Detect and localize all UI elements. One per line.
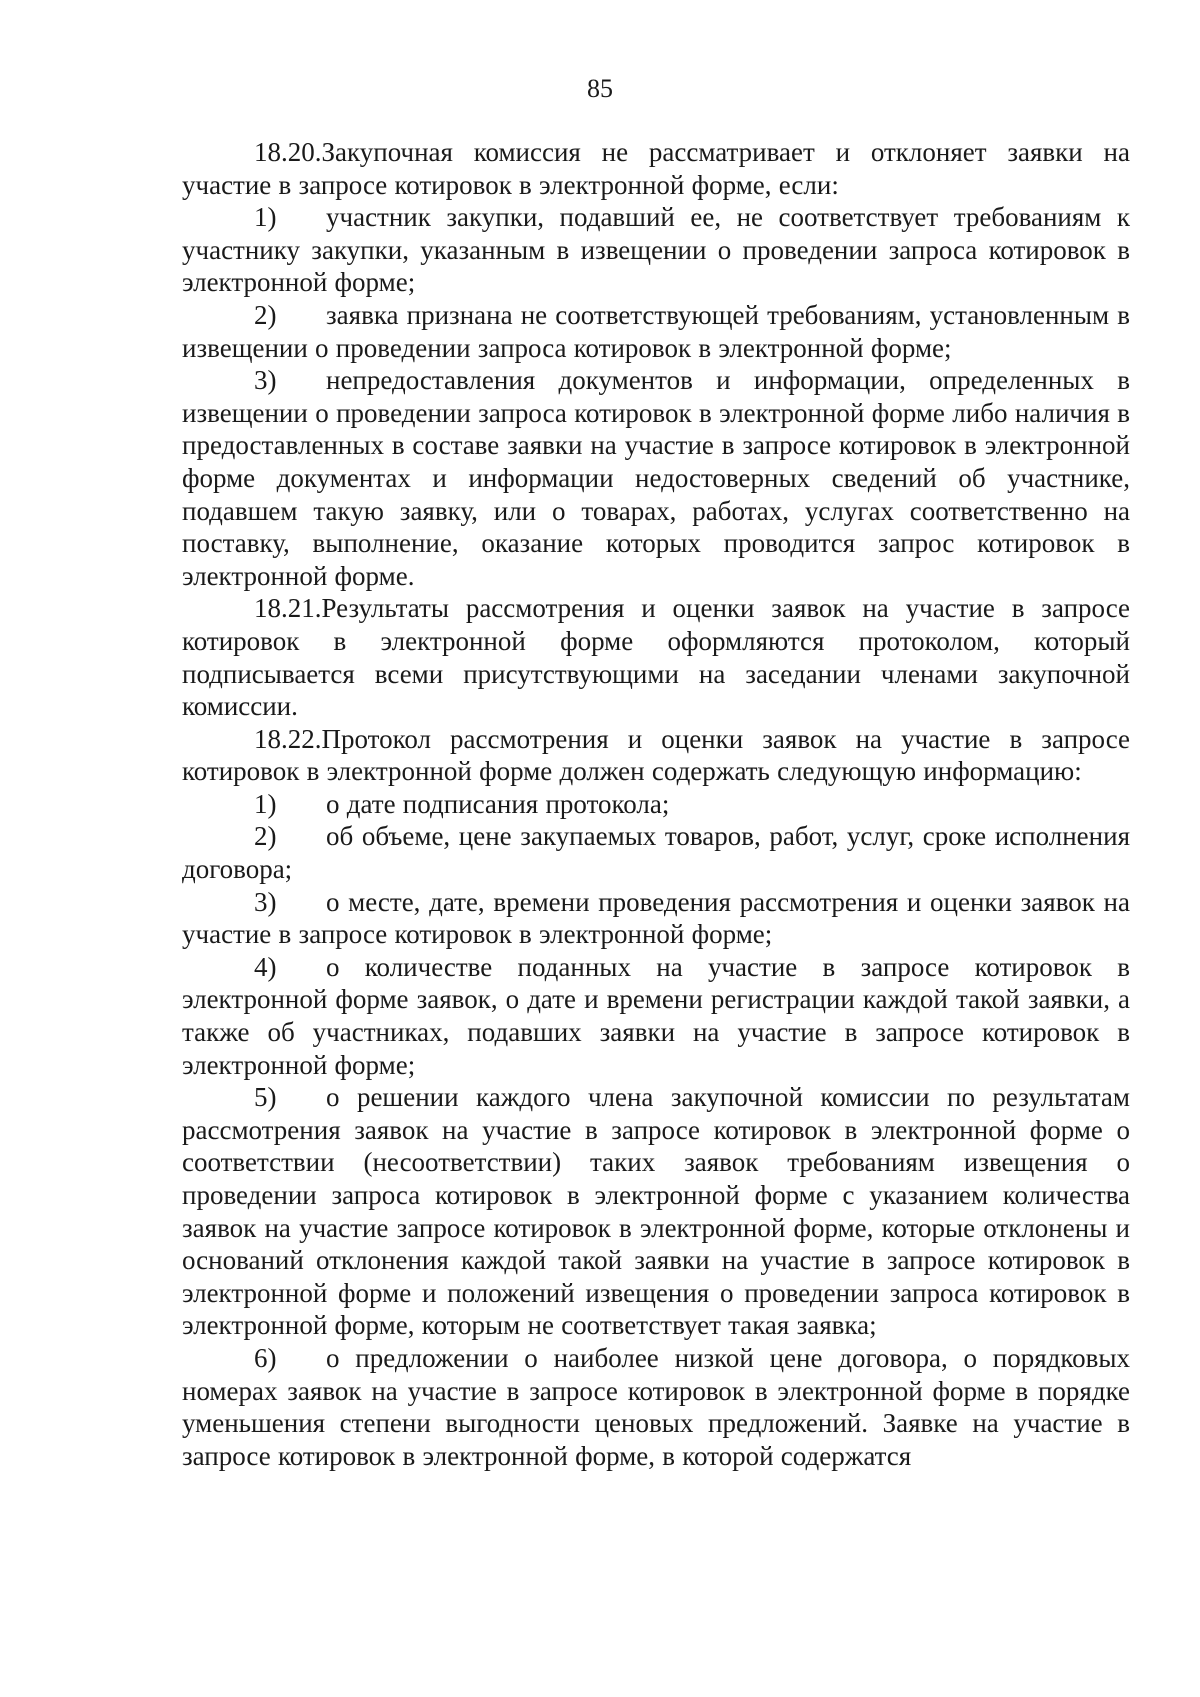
- paragraph-text: участник закупки, подавший ее, не соответствует требованиям к участнику закупки, указанным в извещении о проведении запроса котировок в электронной форме;: [182, 202, 1130, 298]
- paragraph-text: о дате подписания протокола;: [326, 788, 670, 819]
- item-number: 3): [254, 886, 277, 917]
- clause-18-22: [182, 723, 1130, 788]
- list-item: [182, 820, 1130, 885]
- paragraph-text: 18.21.Результаты рассмотрения и оценки заявок на участие в запросе котировок в электронной форме оформляются протоколом, который подписывается всеми присутствующими на заседании членами закупочной комиссии.: [182, 593, 1130, 722]
- paragraph-text: о месте, дате, времени проведения рассмотрения и оценки заявок на участие в запросе котировок в электронной форме;: [182, 886, 1130, 950]
- item-number: 4): [254, 951, 277, 982]
- clause-18-20: [182, 136, 1130, 201]
- paragraph-text: 18.22.Протокол рассмотрения и оценки заявок на участие в запросе котировок в электронной форме должен содержать следующую информацию:: [182, 723, 1130, 787]
- document-body: [182, 136, 1130, 1472]
- item-number: 1): [254, 202, 277, 233]
- list-item: [182, 951, 1130, 1081]
- list-item: [182, 886, 1130, 951]
- item-number: 2): [254, 299, 277, 330]
- page-number: 85: [587, 74, 613, 103]
- list-item: [182, 788, 1130, 821]
- clause-18-21: [182, 592, 1130, 722]
- paragraph-text: о решении каждого члена закупочной комиссии по результатам рассмотрения заявок на участие в запросе котировок в электронной форме о соответствии (несоответствии) таких заявок требованиям извещения о проведении запроса котировок в электронной форме с указанием количества заявок на участие запросе котировок в электронной форме, которые отклонены и оснований отклонения каждой такой заявки на участие в запросе котировок в электронной форме и положений извещения о проведении запроса котировок в электронной форме, которым не соответствует такая заявка;: [182, 1082, 1130, 1341]
- paragraph-text: о количестве поданных на участие в запросе котировок в электронной форме заявок, о дате и времени регистрации каждой такой заявки, а также об участниках, подавших заявки на участие в запросе котировок в электронной форме;: [182, 951, 1130, 1080]
- item-number: 2): [254, 821, 277, 852]
- paragraph-text: заявка признана не соответствующей требованиям, установленным в извещении о проведении запроса котировок в электронной форме;: [182, 299, 1130, 363]
- paragraph-text: непредоставления документов и информации, определенных в извещении о проведении запроса котировок в электронной форме либо наличия в предоставленных в составе заявки на участие в запросе котировок в электронной форме документах и информации недостоверных сведений об участнике, подавшем такую заявку, или о товарах, работах, услугах соответственно на поставку, выполнение, оказание которых проводится запрос котировок в электронной форме.: [182, 365, 1130, 591]
- item-number: 1): [254, 788, 277, 819]
- item-number: 3): [254, 365, 277, 396]
- item-number: 5): [254, 1082, 277, 1113]
- item-number: 6): [254, 1342, 277, 1373]
- paragraph-text: об объеме, цене закупаемых товаров, работ, услуг, сроке исполнения договора;: [182, 821, 1130, 885]
- list-item: [182, 364, 1130, 592]
- list-item: [182, 1342, 1130, 1472]
- paragraph-text: о предложении о наиболее низкой цене договора, о порядковых номерах заявок на участие в запросе котировок в электронной форме в порядке уменьшения степени выгодности ценовых предложений. Заявке на участие в запросе котировок в электронной форме, в которой содержатся: [182, 1342, 1130, 1471]
- list-item: [182, 299, 1130, 364]
- paragraph-text: 18.20.Закупочная комиссия не рассматривает и отклоняет заявки на участие в запросе котировок в электронной форме, если:: [182, 137, 1130, 200]
- list-item: [182, 201, 1130, 299]
- list-item: [182, 1081, 1130, 1342]
